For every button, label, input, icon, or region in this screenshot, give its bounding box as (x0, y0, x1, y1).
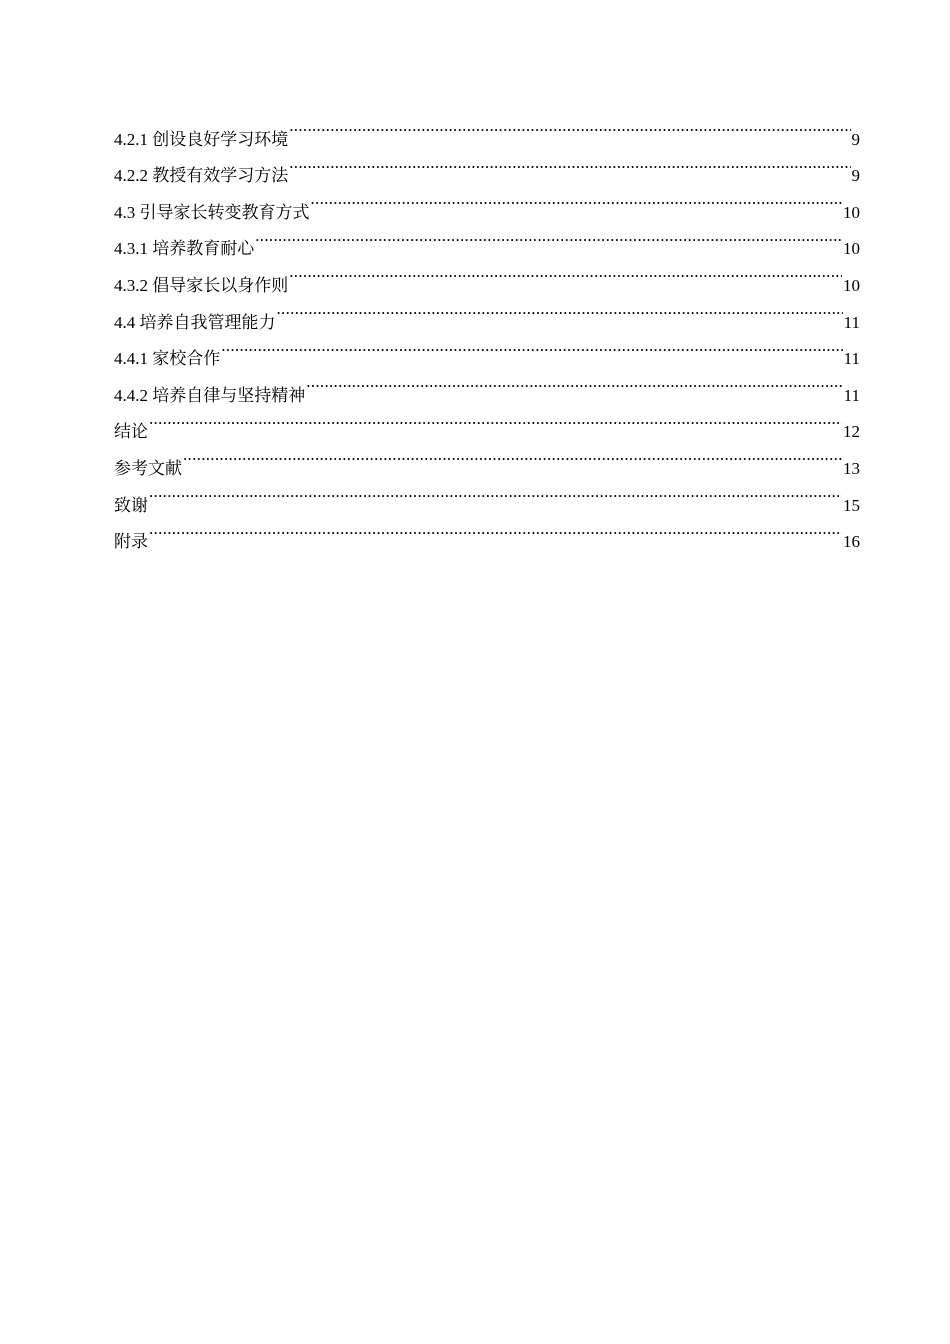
toc-entry-title: 4.4 培养自我管理能力 (114, 312, 276, 332)
toc-dot-leader (289, 145, 850, 182)
toc-dot-leader (289, 254, 842, 291)
toc-entry-title: 4.3.1 培养教育耐心 (114, 239, 255, 259)
toc-entry-title: 4.2.1 创设良好学习环境 (114, 129, 289, 149)
toc-dot-leader (311, 181, 843, 218)
toc-entry-title: 附录 (114, 532, 148, 552)
toc-dot-leader (289, 108, 850, 145)
toc-entry[interactable] (114, 108, 860, 149)
toc-dot-leader (277, 291, 843, 328)
toc-entry-title: 结论 (114, 422, 148, 442)
toc-dot-leader (306, 364, 842, 401)
toc-entry-page: 16 (843, 532, 860, 552)
toc-dot-leader (149, 474, 842, 511)
toc-entry-title: 4.3.2 倡导家长以身作则 (114, 275, 289, 295)
toc-dot-leader (221, 328, 842, 365)
toc-entry[interactable] (114, 511, 860, 552)
toc-entry-title: 4.4.2 培养自律与坚持精神 (114, 385, 306, 405)
toc-dot-leader (149, 511, 842, 548)
toc-entry-title: 致谢 (114, 495, 148, 515)
toc-entry-page: 11 (843, 385, 860, 405)
toc-dot-leader (255, 218, 842, 255)
toc-entry-page: 11 (843, 349, 860, 369)
toc-entry-title: 4.2.2 教授有效学习方法 (114, 166, 289, 186)
toc-entry[interactable] (114, 364, 860, 405)
toc-entry-page: 11 (843, 312, 860, 332)
toc-entry-page: 12 (843, 422, 860, 442)
toc-entry[interactable] (114, 328, 860, 369)
toc-dot-leader (149, 401, 842, 438)
toc-entry-page: 10 (843, 275, 860, 295)
toc-entry-title: 4.4.1 家校合作 (114, 349, 221, 369)
table-of-contents (114, 108, 860, 552)
toc-entry-title: 4.3 引导家长转变教育方式 (114, 202, 310, 222)
toc-entry-page: 15 (843, 495, 860, 515)
toc-entry-title: 参考文献 (114, 458, 182, 478)
toc-entry-page: 9 (851, 129, 860, 149)
toc-entry-page: 9 (851, 166, 860, 186)
toc-dot-leader (183, 437, 842, 474)
toc-entry-page: 10 (843, 202, 860, 222)
toc-entry[interactable] (114, 401, 860, 442)
toc-entry-page: 10 (843, 239, 860, 259)
toc-entry[interactable] (114, 474, 860, 515)
toc-entry[interactable] (114, 437, 860, 478)
toc-entry-page: 13 (843, 458, 860, 478)
